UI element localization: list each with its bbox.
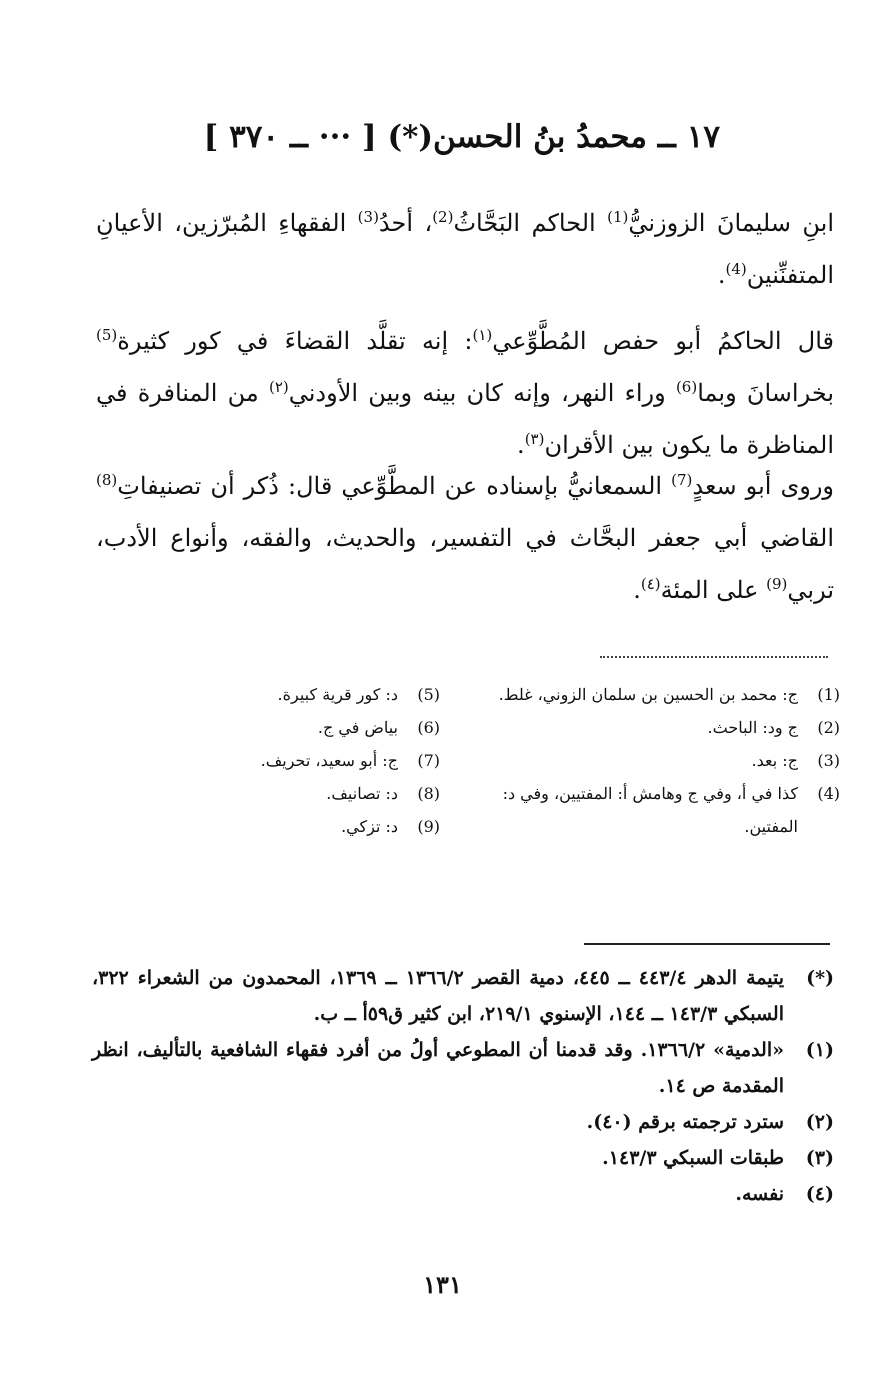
footnote-text: يتيمة الدهر ٤٤٣/٤ ــ ٤٤٥، دمية القصر ١٣٦٦/٢ ــ ١٣٦٩، المحمدون من الشعراء ٣٢٢، السبكي ١٤٣/٣ ــ ١٤٤، الإسنوي ٢١٩/١، ابن كثير ق٥٩أ ــ ب. [92,967,784,1025]
footnotes [92,960,834,1212]
note-text: ج ود: الباحث. [707,718,798,737]
text-run: وروى أبو سعدٍ [692,472,835,500]
footnote-text: سترد ترجمته برقم (٤٠). [586,1111,784,1133]
superscript-ref: (9) [766,575,788,593]
note-number: (4) [817,784,840,803]
paragraph-1 [96,197,834,301]
text-run: على المئة [660,576,767,604]
note-text: د: تزكي. [341,817,398,836]
note-number: (1) [817,685,840,704]
text-run: . [633,576,641,604]
text-run: وراء النهر، وإنه كان بينه وبين الأودني [288,379,676,407]
text-run: . [517,431,525,459]
note-number: (3) [817,751,840,770]
superscript-ref: (7) [671,471,693,489]
note-number: (9) [417,817,440,836]
footnote-text: نفسه. [735,1183,784,1205]
paragraph-3 [96,460,834,616]
superscript-ref: (6) [675,378,698,396]
footnote [92,1104,834,1140]
superscript-ref: (3) [357,208,379,226]
paragraph-2 [96,315,834,471]
variant-note [200,810,440,843]
variant-note [470,777,840,843]
superscript-ref: (2) [432,208,454,226]
footnote [92,960,834,1032]
dotted-separator [600,656,828,658]
note-number: (2) [817,718,840,737]
footnote [92,1140,834,1176]
text-run: : إنه تقلَّد القضاءَ في كور كثيرة [117,327,473,355]
note-text: ج: أبو سعيد، تحريف. [260,751,398,770]
note-text: ج: محمد بن الحسين بن سلمان الزوني، غلط. [498,685,798,704]
text-run: بخراسانَ وبما [697,379,835,407]
superscript-ref: (8) [96,471,118,489]
variant-note [200,777,440,810]
note-number: (8) [417,784,440,803]
text-run: الحاكم البَحَّاثُ [453,209,608,237]
text-run: من المنافرة في المناظرة ما يكون بين الأقران [96,379,834,459]
superscript-ref: (١) [472,326,493,344]
note-text: بياض في ج. [317,718,398,737]
note-text: ج: بعد. [751,751,798,770]
text-run: ابنِ سليمانَ الزوزنيُّ [628,209,834,237]
footnote-number: (٢) [805,1111,834,1133]
footnote-number: (*) [806,967,834,989]
text-run: القاضي أبي جعفر البحَّاث في التفسير، والحديث، والفقه، وأنواع الأدب، تربي [96,524,834,604]
note-text: د: كور قرية كبيرة. [277,685,398,704]
variant-notes-right [470,678,840,843]
text-run: قال الحاكمُ أبو حفص المُطَّوِّعي [492,327,834,355]
variant-note [470,744,840,777]
footnote-number: (١) [805,1039,834,1061]
footnote-number: (٤) [805,1183,834,1205]
footnote-text: «الدمية» ١٣٦٦/٢. وقد قدمنا أن المطوعي أولُ من أفرد فقهاء الشافعية بالتأليف، انظر المقدمة ص ١٤. [92,1039,784,1097]
text-run: . [717,261,726,289]
variant-note [470,711,840,744]
footnote-text: طبقات السبكي ١٤٣/٣. [602,1147,784,1169]
note-number: (5) [417,685,440,704]
superscript-ref: (٢) [268,378,289,396]
superscript-ref: (4) [725,260,747,278]
footnote-rule [584,943,830,945]
superscript-ref: (1) [607,208,629,226]
note-text: د: تصانيف. [326,784,398,803]
text-run: الفقهاءِ المُبرّزين، الأعيانِ المتفنِّنين [96,209,834,289]
variant-note [200,744,440,777]
superscript-ref: (٤) [640,575,661,593]
note-number: (7) [417,751,440,770]
variant-note [200,678,440,711]
note-text: كذا في أ، وفي ج وهامش أ: المفتيين، وفي د: المفتين. [502,784,798,836]
superscript-ref: (5) [96,326,118,344]
superscript-ref: (٣) [524,430,545,448]
variant-note [200,711,440,744]
footnote [92,1032,834,1104]
entry-title: ١٧ ــ محمدُ بنُ الحسن(*) [ ··· ــ ٣٧٠ ] [203,119,720,155]
footnote [92,1176,834,1212]
note-number: (6) [417,718,440,737]
text-run: ، أحدُ [378,209,433,237]
variant-note [470,678,840,711]
text-run: السمعانيُّ بإسناده عن المطَّوِّعي قال: ذُكر أن تصنيفاتِ [117,472,672,500]
footnote-number: (٣) [805,1147,834,1169]
page-number: ١٣١ [423,1270,462,1299]
variant-notes-left [200,678,440,843]
